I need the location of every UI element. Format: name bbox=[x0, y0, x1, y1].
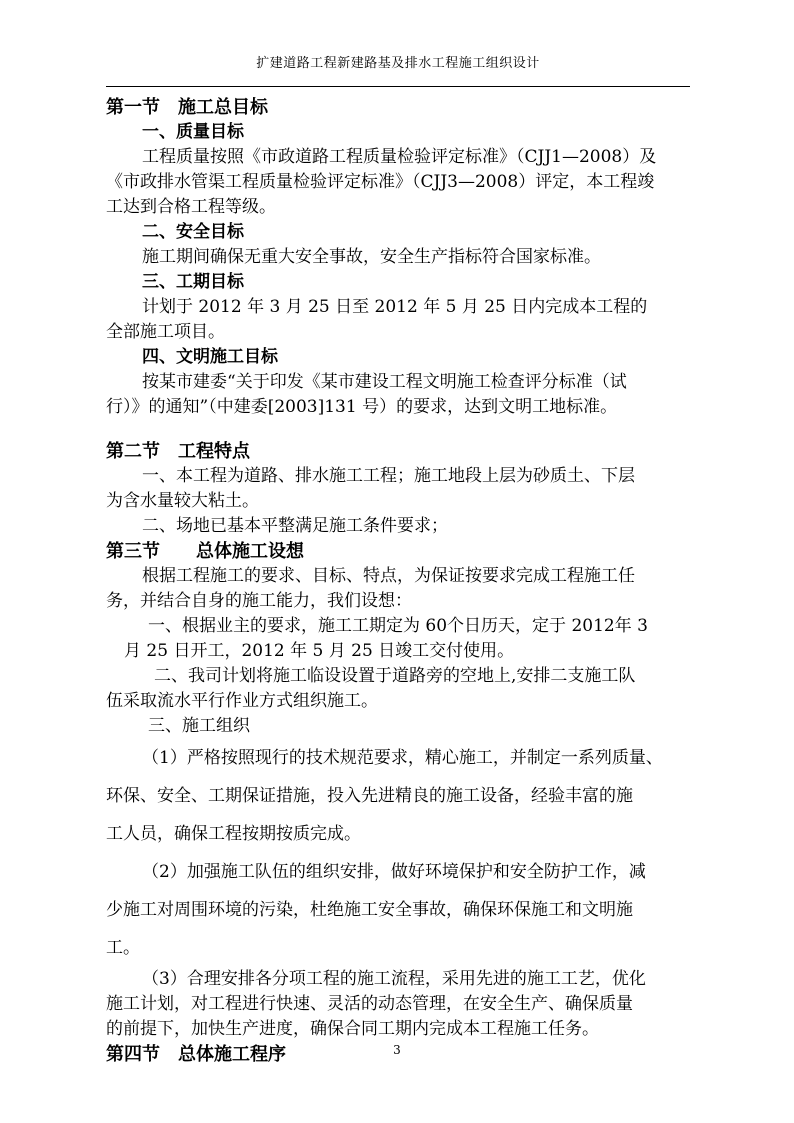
paragraph-line: 为含水量较大粘土。 bbox=[106, 491, 259, 511]
page-number: 3 bbox=[393, 1043, 401, 1057]
section-1-heading: 第一节 施工总目标 bbox=[106, 97, 268, 118]
civilized-construction-heading: 四、文明施工目标 bbox=[142, 347, 278, 367]
paragraph-line: 一、本工程为道路、排水施工工程；施工地段上层为砂质土、下层 bbox=[142, 466, 635, 486]
paragraph-line: 的前提下，加快生产进度，确保合同工期内完成本工程施工任务。 bbox=[106, 1019, 599, 1039]
paragraph-line: 二、场地已基本平整满足施工条件要求； bbox=[142, 516, 448, 536]
document-body bbox=[106, 95, 696, 1067]
paragraph-line: 一、根据业主的要求，施工工期定为 60个日历天，定于 2012年 3 bbox=[148, 616, 648, 636]
paragraph-line: 工程质量按照《市政道路工程质量检验评定标准》（CJJ1—2008）及 bbox=[142, 147, 657, 167]
paragraph-line: 工。 bbox=[106, 938, 140, 958]
quality-goal-heading: 一、质量目标 bbox=[142, 122, 244, 142]
paragraph-line: 施工计划，对工程进行快速、灵活的动态管理，在安全生产、确保质量 bbox=[106, 994, 633, 1014]
section-spacer bbox=[106, 420, 696, 439]
paragraph-line: （3）合理安排各分项工程的施工流程，采用先进的施工工艺，优化 bbox=[142, 969, 646, 989]
paragraph-line: 《市政排水管渠工程质量检验评定标准》（CJJ3—2008）评定，本工程竣 bbox=[106, 172, 655, 192]
paragraph-line: 二、我司计划将施工临设设置于道路旁的空地上,安排二支施工队 bbox=[154, 666, 636, 686]
paragraph-line: 伍采取流水平行作业方式组织施工。 bbox=[106, 691, 378, 711]
paragraph-line: 行）》的通知”（中建委[2003]131 号）的要求，达到文明工地标准。 bbox=[106, 397, 618, 417]
paragraph-line: 工人员，确保工程按期按质完成。 bbox=[106, 824, 361, 844]
construction-org-heading: 三、施工组织 bbox=[148, 716, 250, 736]
header-divider bbox=[106, 86, 690, 87]
running-header: 扩建道路工程新建路基及排水工程施工组织设计 bbox=[256, 56, 540, 71]
paragraph-line: 根据工程施工的要求、目标、特点，为保证按要求完成工程施工任 bbox=[142, 566, 635, 586]
paragraph-line: （2）加强施工队伍的组织安排，做好环境保护和安全防护工作，减 bbox=[142, 862, 646, 882]
paragraph-line: 计划于 2012 年 3 月 25 日至 2012 年 5 月 25 日内完成本工程的 bbox=[142, 297, 648, 317]
paragraph-line: 施工期间确保无重大安全事故，安全生产指标符合国家标准。 bbox=[142, 247, 601, 267]
schedule-goal-heading: 三、工期目标 bbox=[142, 272, 244, 292]
section-4-heading: 第四节 总体施工程序 bbox=[106, 1044, 286, 1065]
paragraph-line: （1）严格按照现行的技术规范要求，精心施工，并制定一系列质量、 bbox=[142, 748, 663, 768]
paragraph-line: 少施工对周围环境的污染，杜绝施工安全事故，确保环保施工和文明施 bbox=[106, 900, 633, 920]
paragraph-line: 月 25 日开工，2012 年 5 月 25 日竣工交付使用。 bbox=[124, 641, 515, 661]
section-2-heading: 第二节 工程特点 bbox=[106, 441, 250, 462]
paragraph-line: 务，并结合自身的施工能力，我们设想： bbox=[106, 591, 412, 611]
paragraph-line: 环保、安全、工期保证措施，投入先进精良的施工设备，经验丰富的施 bbox=[106, 786, 633, 806]
paragraph-line: 按某市建委“关于印发《某市建设工程文明施工检查评分标准（试 bbox=[142, 372, 627, 392]
section-3-heading: 第三节 总体施工设想 bbox=[106, 541, 304, 562]
paragraph-line: 工达到合格工程等级。 bbox=[106, 197, 276, 217]
paragraph-line: 全部施工项目。 bbox=[106, 322, 225, 342]
safety-goal-heading: 二、安全目标 bbox=[142, 222, 244, 242]
